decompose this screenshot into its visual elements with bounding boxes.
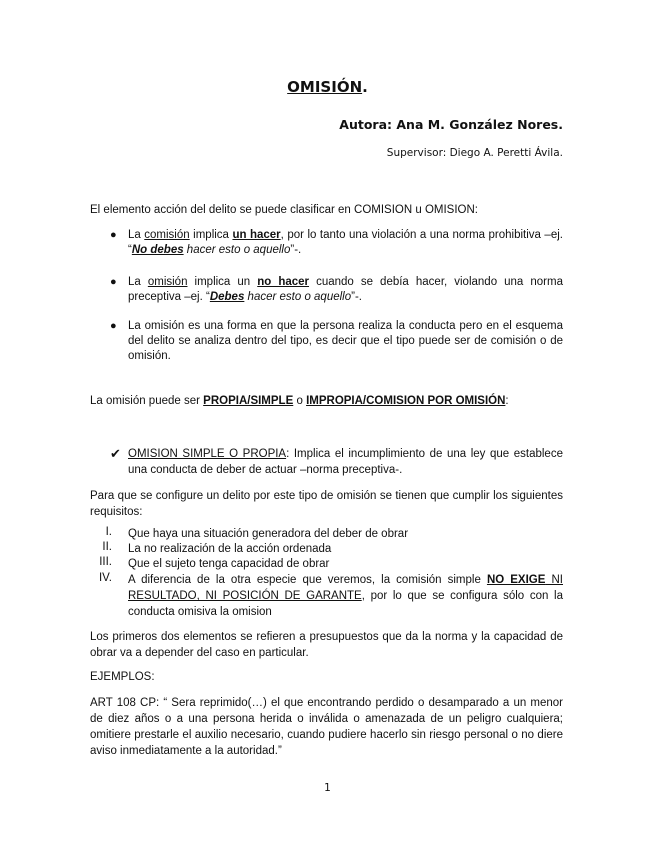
- bullet-key: no hacer: [257, 276, 310, 288]
- req-number: II.: [102, 541, 112, 553]
- bullet-comision: [128, 228, 563, 258]
- bullet-example: hacer esto o aquello: [183, 244, 291, 256]
- req-text: A diferencia de la otra especie que veremos, la comisión simple: [128, 574, 487, 586]
- req-number: I.: [105, 526, 112, 538]
- requirement-item: La no realización de la acción ordenada: [128, 543, 332, 555]
- document-title: [0, 78, 655, 96]
- bullet-dot-icon: ●: [110, 320, 117, 332]
- title-text: OMISIÓN: [287, 78, 363, 96]
- bullet-key: un hacer: [232, 229, 281, 241]
- bullet-dot-icon: ●: [110, 229, 117, 241]
- req-number: IV.: [98, 572, 112, 584]
- req-text: , por lo que se configura sólo con la conducta omisiva la omision: [128, 590, 563, 618]
- requirements-intro: Para que se configure un delito por este tipo de omisión se tienen que cumplir los siguientes requisitos:: [90, 490, 563, 518]
- omision-simple-text: : Implica el incumplimiento de una ley que establece una conducta de deber de actuar –norma preceptiva-.: [128, 448, 563, 476]
- bullet-omision: [128, 275, 563, 305]
- types-line: [90, 393, 563, 409]
- bullet-text: , por lo tanto una violación a una norma prohibitiva –ej. “: [128, 229, 563, 256]
- bullet-text: La: [128, 229, 145, 241]
- supervisor-line: Supervisor: Diego A. Peretti Ávila.: [386, 147, 563, 159]
- page-number: 1: [324, 782, 331, 794]
- req-underlined: NI RESULTADO, NI POSICIÓN DE GARANTE: [128, 574, 563, 602]
- checkmark-icon: ✔: [110, 446, 121, 461]
- bullet-text: implica un: [187, 276, 258, 288]
- types-text: :: [505, 395, 509, 407]
- omision-simple-heading: OMISION SIMPLE O PROPIA: [128, 448, 287, 460]
- req-number: III.: [99, 556, 112, 568]
- bullet-text: ”-.: [290, 244, 302, 256]
- bullet-text: implica: [189, 229, 233, 241]
- bullet-term: omisión: [147, 276, 188, 288]
- bullet-text: cuando se debía hacer, violando una norma preceptiva –ej. “: [128, 276, 563, 303]
- bullet-example-bold: Debes: [209, 291, 245, 303]
- req-bold: NO EXIGE: [486, 574, 546, 586]
- type-propia: PROPIA/SIMPLE: [203, 395, 294, 407]
- requirement-item: Que haya una situación generadora del deber de obrar: [128, 528, 409, 540]
- omision-simple-item: [128, 446, 563, 478]
- author-line: Autora: Ana M. González Nores.: [339, 117, 563, 132]
- bullet-example-bold: No debes: [131, 244, 184, 256]
- intro-paragraph: El elemento acción del delito se puede clasificar en COMISION u OMISION:: [90, 204, 478, 216]
- types-text: o: [293, 395, 307, 407]
- bullet-text: ”-.: [351, 291, 362, 303]
- elements-note: Los primeros dos elementos se refieren a presupuestos que da la norma y la capacidad de obrar va a depender del caso en particular.: [90, 631, 563, 659]
- types-text: La omisión puede ser: [90, 395, 204, 407]
- type-impropia: IMPROPIA/COMISION POR OMISIÓN: [306, 395, 506, 407]
- requirement-item: Que el sujeto tenga capacidad de obrar: [128, 558, 330, 570]
- requirement-item: [128, 572, 563, 620]
- examples-label: EJEMPLOS:: [90, 671, 155, 683]
- bullet-dot-icon: ●: [110, 276, 117, 288]
- title-period: .: [362, 78, 368, 96]
- bullet-example: hacer esto o aquello: [244, 291, 352, 303]
- example-paragraph: ART 108 CP: “ Sera reprimido(…) el que encontrando perdido o desamparado a un menor de diez años o a una persona herida o inválida o amenazada de un peligro cualquiera; omitiere prestarle el auxilio necesario, cuando pudiere hacerlo sin riesgo personal o no diere aviso inmediatamente a la autoridad.”: [90, 697, 563, 757]
- bullet-omision-forma: La omisión es una forma en que la persona realiza la conducta pero en el esquema del delito se analiza dentro del tipo, es decir que el tipo puede ser de comisión o de omisión.: [128, 320, 563, 362]
- bullet-text: La: [128, 276, 148, 288]
- bullet-term: comisión: [144, 229, 190, 241]
